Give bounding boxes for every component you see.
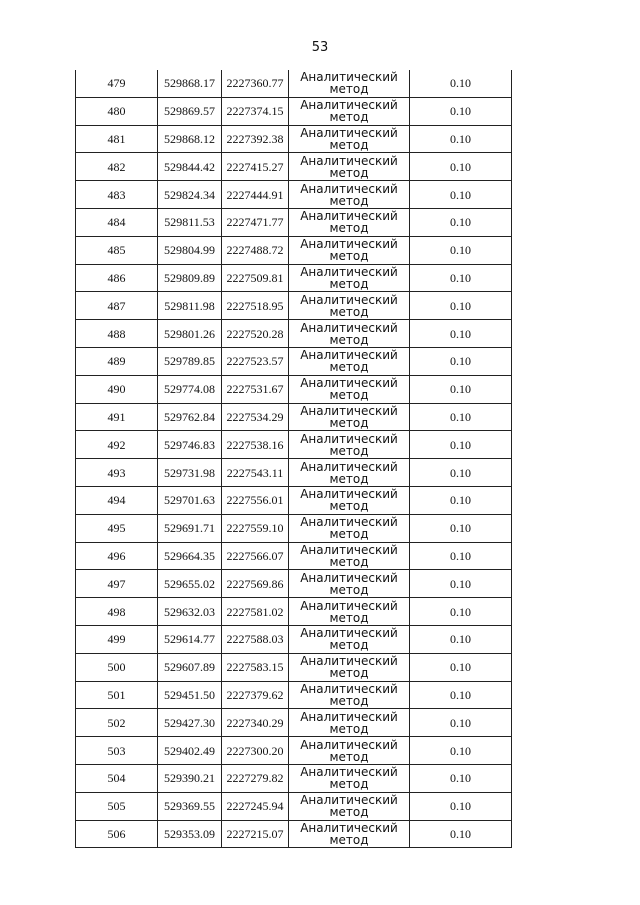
method-cell xyxy=(289,292,410,320)
table-row xyxy=(76,181,512,209)
y-coordinate-cell: 2227520.28 xyxy=(222,320,289,348)
method-line-2: метод xyxy=(329,471,369,486)
method-line-1: Аналитический xyxy=(300,320,398,335)
method-cell xyxy=(289,598,410,626)
method-line-2: метод xyxy=(329,388,369,403)
method-line-1: Аналитический xyxy=(300,570,398,585)
method-cell xyxy=(289,792,410,820)
method-cell xyxy=(289,737,410,765)
table-row xyxy=(76,709,512,737)
method-line-2: метод xyxy=(329,110,369,125)
precision-cell: 0.10 xyxy=(410,292,512,320)
point-number-cell: 502 xyxy=(76,709,158,737)
method-line-1: Аналитический xyxy=(300,292,398,307)
y-coordinate-cell: 2227543.11 xyxy=(222,459,289,487)
x-coordinate-cell: 529746.83 xyxy=(158,431,222,459)
y-coordinate-cell: 2227566.07 xyxy=(222,542,289,570)
table-row xyxy=(76,292,512,320)
method-line-2: метод xyxy=(329,193,369,208)
coordinates-table xyxy=(75,70,512,848)
table-row xyxy=(76,125,512,153)
method-line-1: Аналитический xyxy=(300,654,398,669)
method-cell xyxy=(289,486,410,514)
method-line-1: Аналитический xyxy=(300,125,398,140)
table-row xyxy=(76,792,512,820)
point-number-cell: 500 xyxy=(76,653,158,681)
method-cell xyxy=(289,264,410,292)
precision-cell: 0.10 xyxy=(410,542,512,570)
method-cell xyxy=(289,514,410,542)
table-row xyxy=(76,431,512,459)
method-line-1: Аналитический xyxy=(300,348,398,363)
x-coordinate-cell: 529774.08 xyxy=(158,375,222,403)
method-cell xyxy=(289,403,410,431)
method-line-1: Аналитический xyxy=(300,598,398,613)
y-coordinate-cell: 2227360.77 xyxy=(222,70,289,97)
method-line-2: метод xyxy=(329,693,369,708)
point-number-cell: 486 xyxy=(76,264,158,292)
table-row xyxy=(76,208,512,236)
table-row xyxy=(76,486,512,514)
precision-cell: 0.10 xyxy=(410,375,512,403)
y-coordinate-cell: 2227523.57 xyxy=(222,347,289,375)
x-coordinate-cell: 529655.02 xyxy=(158,570,222,598)
table-row xyxy=(76,97,512,125)
method-cell xyxy=(289,570,410,598)
method-line-2: метод xyxy=(329,638,369,653)
method-line-2: метод xyxy=(329,276,369,291)
point-number-cell: 487 xyxy=(76,292,158,320)
method-line-1: Аналитический xyxy=(300,98,398,113)
x-coordinate-cell: 529369.55 xyxy=(158,792,222,820)
y-coordinate-cell: 2227392.38 xyxy=(222,125,289,153)
method-cell xyxy=(289,153,410,181)
y-coordinate-cell: 2227534.29 xyxy=(222,403,289,431)
method-cell xyxy=(289,208,410,236)
table-row xyxy=(76,375,512,403)
point-number-cell: 496 xyxy=(76,542,158,570)
precision-cell: 0.10 xyxy=(410,792,512,820)
method-cell xyxy=(289,347,410,375)
precision-cell: 0.10 xyxy=(410,514,512,542)
point-number-cell: 495 xyxy=(76,514,158,542)
method-line-1: Аналитический xyxy=(300,681,398,696)
precision-cell: 0.10 xyxy=(410,625,512,653)
y-coordinate-cell: 2227559.10 xyxy=(222,514,289,542)
y-coordinate-cell: 2227415.27 xyxy=(222,153,289,181)
method-cell xyxy=(289,125,410,153)
method-cell xyxy=(289,97,410,125)
method-cell xyxy=(289,625,410,653)
x-coordinate-cell: 529811.98 xyxy=(158,292,222,320)
point-number-cell: 479 xyxy=(76,70,158,97)
table-row xyxy=(76,820,512,848)
table-row xyxy=(76,570,512,598)
y-coordinate-cell: 2227583.15 xyxy=(222,653,289,681)
method-line-1: Аналитический xyxy=(300,431,398,446)
point-number-cell: 493 xyxy=(76,459,158,487)
y-coordinate-cell: 2227488.72 xyxy=(222,236,289,264)
method-cell xyxy=(289,375,410,403)
y-coordinate-cell: 2227509.81 xyxy=(222,264,289,292)
method-line-1: Аналитический xyxy=(300,737,398,752)
y-coordinate-cell: 2227374.15 xyxy=(222,97,289,125)
y-coordinate-cell: 2227569.86 xyxy=(222,570,289,598)
precision-cell: 0.10 xyxy=(410,403,512,431)
table-row xyxy=(76,625,512,653)
point-number-cell: 506 xyxy=(76,820,158,848)
point-number-cell: 489 xyxy=(76,347,158,375)
y-coordinate-cell: 2227588.03 xyxy=(222,625,289,653)
method-line-2: метод xyxy=(329,499,369,514)
y-coordinate-cell: 2227340.29 xyxy=(222,709,289,737)
point-number-cell: 483 xyxy=(76,181,158,209)
table-row xyxy=(76,737,512,765)
x-coordinate-cell: 529632.03 xyxy=(158,598,222,626)
point-number-cell: 505 xyxy=(76,792,158,820)
method-line-2: метод xyxy=(329,582,369,597)
table-row xyxy=(76,598,512,626)
x-coordinate-cell: 529868.12 xyxy=(158,125,222,153)
y-coordinate-cell: 2227518.95 xyxy=(222,292,289,320)
method-cell xyxy=(289,653,410,681)
method-line-2: метод xyxy=(329,777,369,792)
method-line-2: метод xyxy=(329,221,369,236)
point-number-cell: 482 xyxy=(76,153,158,181)
y-coordinate-cell: 2227300.20 xyxy=(222,737,289,765)
method-line-2: метод xyxy=(329,249,369,264)
y-coordinate-cell: 2227581.02 xyxy=(222,598,289,626)
point-number-cell: 501 xyxy=(76,681,158,709)
point-number-cell: 504 xyxy=(76,764,158,792)
method-cell xyxy=(289,236,410,264)
x-coordinate-cell: 529811.53 xyxy=(158,208,222,236)
y-coordinate-cell: 2227556.01 xyxy=(222,486,289,514)
method-line-1: Аналитический xyxy=(300,487,398,502)
method-line-2: метод xyxy=(329,610,369,625)
x-coordinate-cell: 529804.99 xyxy=(158,236,222,264)
precision-cell: 0.10 xyxy=(410,264,512,292)
method-line-1: Аналитический xyxy=(300,153,398,168)
method-line-2: метод xyxy=(329,443,369,458)
x-coordinate-cell: 529614.77 xyxy=(158,625,222,653)
x-coordinate-cell: 529451.50 xyxy=(158,681,222,709)
method-line-2: метод xyxy=(329,332,369,347)
x-coordinate-cell: 529824.34 xyxy=(158,181,222,209)
method-line-1: Аналитический xyxy=(300,237,398,252)
precision-cell: 0.10 xyxy=(410,653,512,681)
x-coordinate-cell: 529664.35 xyxy=(158,542,222,570)
precision-cell: 0.10 xyxy=(410,208,512,236)
x-coordinate-cell: 529390.21 xyxy=(158,764,222,792)
precision-cell: 0.10 xyxy=(410,97,512,125)
method-cell xyxy=(289,181,410,209)
point-number-cell: 497 xyxy=(76,570,158,598)
precision-cell: 0.10 xyxy=(410,709,512,737)
table-row xyxy=(76,653,512,681)
table-row xyxy=(76,403,512,431)
method-line-2: метод xyxy=(329,415,369,430)
y-coordinate-cell: 2227245.94 xyxy=(222,792,289,820)
point-number-cell: 491 xyxy=(76,403,158,431)
method-cell xyxy=(289,820,410,848)
precision-cell: 0.10 xyxy=(410,431,512,459)
table-row xyxy=(76,153,512,181)
method-line-1: Аналитический xyxy=(300,403,398,418)
method-line-2: метод xyxy=(329,749,369,764)
point-number-cell: 490 xyxy=(76,375,158,403)
precision-cell: 0.10 xyxy=(410,70,512,97)
method-line-2: метод xyxy=(329,527,369,542)
precision-cell: 0.10 xyxy=(410,320,512,348)
precision-cell: 0.10 xyxy=(410,737,512,765)
method-line-2: метод xyxy=(329,137,369,152)
method-line-1: Аналитический xyxy=(300,542,398,557)
method-line-1: Аналитический xyxy=(300,709,398,724)
method-line-2: метод xyxy=(329,554,369,569)
method-line-1: Аналитический xyxy=(300,209,398,224)
method-line-2: метод xyxy=(329,82,369,97)
precision-cell: 0.10 xyxy=(410,681,512,709)
precision-cell: 0.10 xyxy=(410,459,512,487)
point-number-cell: 492 xyxy=(76,431,158,459)
method-line-2: метод xyxy=(329,721,369,736)
point-number-cell: 485 xyxy=(76,236,158,264)
table-body xyxy=(76,70,512,848)
y-coordinate-cell: 2227379.62 xyxy=(222,681,289,709)
y-coordinate-cell: 2227471.77 xyxy=(222,208,289,236)
method-cell xyxy=(289,459,410,487)
point-number-cell: 498 xyxy=(76,598,158,626)
page-number: 53 xyxy=(311,40,329,55)
method-line-2: метод xyxy=(329,805,369,820)
x-coordinate-cell: 529809.89 xyxy=(158,264,222,292)
method-line-2: метод xyxy=(329,832,369,847)
method-line-1: Аналитический xyxy=(300,376,398,391)
method-line-1: Аналитический xyxy=(300,515,398,530)
x-coordinate-cell: 529402.49 xyxy=(158,737,222,765)
method-line-1: Аналитический xyxy=(300,793,398,808)
table-row xyxy=(76,264,512,292)
point-number-cell: 480 xyxy=(76,97,158,125)
y-coordinate-cell: 2227538.16 xyxy=(222,431,289,459)
method-line-2: метод xyxy=(329,360,369,375)
precision-cell: 0.10 xyxy=(410,181,512,209)
method-line-1: Аналитический xyxy=(300,765,398,780)
method-cell xyxy=(289,542,410,570)
precision-cell: 0.10 xyxy=(410,125,512,153)
x-coordinate-cell: 529801.26 xyxy=(158,320,222,348)
table-row xyxy=(76,347,512,375)
method-cell xyxy=(289,709,410,737)
method-line-1: Аналитический xyxy=(300,264,398,279)
point-number-cell: 484 xyxy=(76,208,158,236)
method-line-1: Аналитический xyxy=(300,181,398,196)
table-row xyxy=(76,542,512,570)
method-line-1: Аналитический xyxy=(300,70,398,85)
point-number-cell: 481 xyxy=(76,125,158,153)
method-line-1: Аналитический xyxy=(300,459,398,474)
table-row xyxy=(76,459,512,487)
method-line-2: метод xyxy=(329,165,369,180)
x-coordinate-cell: 529691.71 xyxy=(158,514,222,542)
method-cell xyxy=(289,320,410,348)
precision-cell: 0.10 xyxy=(410,486,512,514)
x-coordinate-cell: 529427.30 xyxy=(158,709,222,737)
method-cell xyxy=(289,681,410,709)
precision-cell: 0.10 xyxy=(410,153,512,181)
x-coordinate-cell: 529868.17 xyxy=(158,70,222,97)
precision-cell: 0.10 xyxy=(410,236,512,264)
precision-cell: 0.10 xyxy=(410,347,512,375)
x-coordinate-cell: 529607.89 xyxy=(158,653,222,681)
method-line-1: Аналитический xyxy=(300,820,398,835)
x-coordinate-cell: 529701.63 xyxy=(158,486,222,514)
y-coordinate-cell: 2227444.91 xyxy=(222,181,289,209)
table-row xyxy=(76,514,512,542)
precision-cell: 0.10 xyxy=(410,764,512,792)
method-cell xyxy=(289,431,410,459)
x-coordinate-cell: 529869.57 xyxy=(158,97,222,125)
precision-cell: 0.10 xyxy=(410,820,512,848)
table-row xyxy=(76,764,512,792)
table-row xyxy=(76,236,512,264)
method-line-2: метод xyxy=(329,666,369,681)
point-number-cell: 503 xyxy=(76,737,158,765)
point-number-cell: 499 xyxy=(76,625,158,653)
method-line-1: Аналитический xyxy=(300,626,398,641)
table-row xyxy=(76,320,512,348)
method-line-2: метод xyxy=(329,304,369,319)
y-coordinate-cell: 2227531.67 xyxy=(222,375,289,403)
coordinates-table-container xyxy=(75,70,511,848)
y-coordinate-cell: 2227279.82 xyxy=(222,764,289,792)
method-cell xyxy=(289,764,410,792)
x-coordinate-cell: 529844.42 xyxy=(158,153,222,181)
x-coordinate-cell: 529731.98 xyxy=(158,459,222,487)
x-coordinate-cell: 529789.85 xyxy=(158,347,222,375)
table-row xyxy=(76,681,512,709)
x-coordinate-cell: 529762.84 xyxy=(158,403,222,431)
table-row xyxy=(76,70,512,97)
y-coordinate-cell: 2227215.07 xyxy=(222,820,289,848)
x-coordinate-cell: 529353.09 xyxy=(158,820,222,848)
precision-cell: 0.10 xyxy=(410,570,512,598)
point-number-cell: 494 xyxy=(76,486,158,514)
precision-cell: 0.10 xyxy=(410,598,512,626)
point-number-cell: 488 xyxy=(76,320,158,348)
method-cell xyxy=(289,70,410,97)
